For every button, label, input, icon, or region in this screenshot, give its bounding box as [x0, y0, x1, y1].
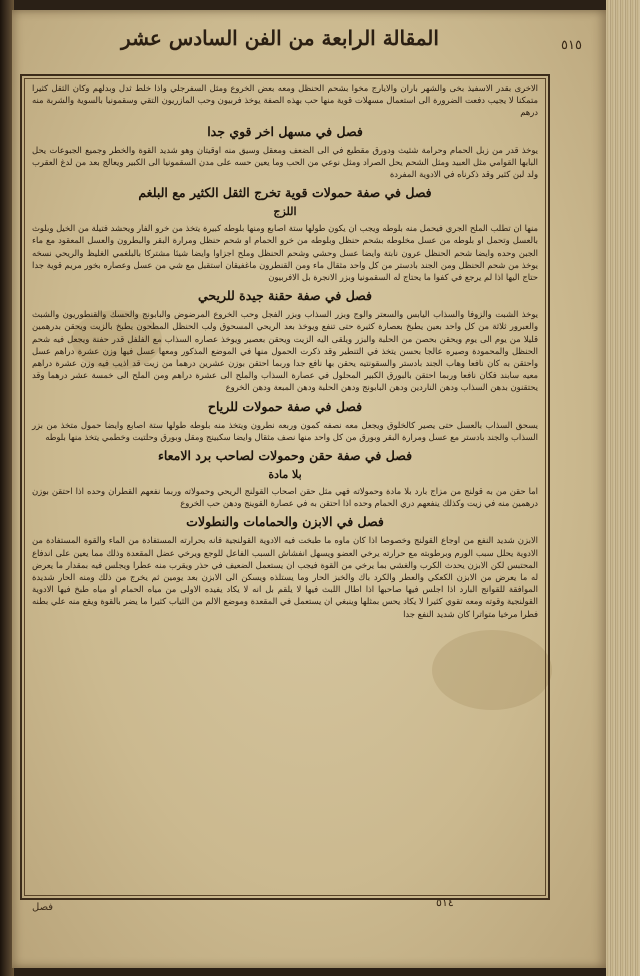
section-subheading: بلا مادة [268, 468, 302, 482]
section-heading: فصل في مسهل اخر قوي جدا [207, 123, 363, 139]
section-subheading: اللزج [273, 205, 297, 219]
text-paragraph: يوخذ قدر من زبل الحمام وحرامة شثيث ودورق مقطيع في الى الضعف ومعقل وسيق منه اوقيتان وهو شديد القوة والخطر وجميع الجبوعات يحل البابها القوامي مثل العبيد ومثل الشحم يحل الصراد ومثل نوعي من الحب وما يعين حسه على مدن السقمونيا الى الكبير ويعالج بعد من لدغ العقرب ولد لبن كثير وقد ذكرناه في الادوية المفردة [32, 144, 538, 180]
text-frame [20, 74, 550, 900]
page-header [30, 26, 530, 70]
text-paragraph: الاخرى بقدر الاسفيذ بخى والشهر باران والايارج مخوا بشحم الحنظل ومعه بعض الخروع ومثل السفرجلي واذا خلط ثدل وبدلهم وكان الثقل كثيرا متمكنا لا يجيب دفعت الضرورة الى استعمال مسهلات قوية منها حب بهذه الصفة يوخذ فربيون وحب المازريون التقي وسقمونيا بالسوية والشربة منه درهم [32, 83, 538, 118]
text-block [32, 82, 538, 892]
text-paragraph: يوخذ الشبت والزوفا والسذاب اليابس والسعتر والوج وبزر السذاب وبزر الفجل وحب الخروع المرضوض والبابونج والحسك والقنطوريون والشبث والعبرور ثلاثة من كل واحد بعين يطبخ بعصارة كثيرة حتى تنفع ويوخذ بعد الريحي المسحوق ولب الحنظل المطحون يطبخ بالزيت ويحقن بدرهمين قليلا من يوم الى يوم ويحقن بحصن من الحلبة والبزر ويلقى اليه الزيت ويحقن بعصير ويوخذ عصاره السذاب مع الفلفل قدر حفنة ويجعل فيه شحم الحنظل والمحمودة وصيره عالجا بحسن يتخذ في التنطير وقد ذكرت الحمول منها في الموضع المذكور ومعها عسل فيها وزن عشرة دراهم عسل واحتقن به كان نافعا وهاب الجند بادستر والسقونتيه يحقن بها نافع جدا وربما احتقن بوزن عشرين درهما من زيت قد اذيب فيه وزن عشرة دراهم معيه سابند فكان نافعا وربما احتقن بالبورق الكبير المحلول في عصارة السذاب والملح الى عشرة دراهم ومن الملح الى خمسة عشر درهما وقد يحتقنون بدهن السذاب ودهن الناردين ودهن البابونج ودهن الحلبة ودهن المبعة ودهن الخروع [32, 309, 538, 393]
text-paragraph: منها ان تطلب الملح الجري فيحمل منه بلوطه ويجب ان يكون طولها ستة اصابع ومنها بلوطه كبيرة يتخذ من خرو الفار ويحشد فتيلة من الخيل وبلوث بالعسل وتحمل او بلوطه من عسل مخلوطه بشحم حنظل وبلوطه من خرو الحمام او شحم حنظل ومرارة البقر والبطرون والعسل المعقود مع ماء الجبن وحده وايضا شحم الحنظل عرون نابتة وايضا عسل وحشي وشحم الحنظل وملح اجزاوا وايضا شيئا مشتركا بالبلغمي الغليظ والريحي نسخه يوخذ من شحم الحنظل ومن الجند بادستر من كل واحد مثقال ماء ومن القنطرون ماغفيقان استقبل مع شي من عسل وعصاره بخور مريم قوية جدا حتاج اليها اذا لم يرجع في كفوا ما يحتاج له السقمونيا وبزر الانجرة بل الافربيون [32, 223, 538, 283]
section-heading: فصل في صفة حقنة جيدة للريحي [197, 288, 373, 304]
section-heading: فصل في الابزن والحمامات والنطولات [186, 514, 384, 530]
section-heading: فصل في صفة حمولات قوية تخرج الثقل الكثير مع البلغم [138, 185, 432, 201]
section-heading: فصل في صفة حقن وحمولات لصاحب برد الامعاء [157, 448, 413, 464]
text-paragraph: يسحق السذاب بالعسل حتى يصير كالخلوق ويجعل معه نصفه كمون وربعه نطرون ويتخذ منه بلوطه طولها ستة اصابع وايضا حمول متخذ من بزر السذاب والجند بادستر مع عسل ومرارة البقر وبورق من كل واحد منها نصف مثقال وايضا سكبينج ومقل وبورق وحلتيت وخطمي يتخذ منها بلوطه [32, 419, 538, 442]
folio-number-top: ٥١٥ [561, 38, 582, 53]
running-title: المقالة الرابعة من الفن السادس عشر [121, 26, 439, 50]
text-paragraph: اما حقن من به قولنج من مزاج بارد بلا مادة وحمولاته فهي مثل حقن اصحاب القولنج الريحي وحمولاته وربما نفعهم القطران وحده اذا احتقن بوزن درهمين منه في زيت وكذلك ينفعهم دري الحمام وحده اذا احتقن به في عصارة القوينج ودهن حب الخروع [32, 486, 538, 509]
text-paragraph: الابزن شديد النفع من اوجاع القولنج وخصوصا اذا كان ماوه ما طبخت فيه الادوية القولنجية فانه بحرارته المستفادة من الماء والقوة المستفادة من الادوية يحلل سبب الورم وبرطوبته مع حرارته يرخي العضو ويسهل انفشاش السبب الفاعل للوجع ويرخي عضل المقعدة وذلك مما يعين على اندفاع المحتبس لكن الابزن يحدث الكرب والغشي بما يرخي من القوة فيجب ان يستعمل الضعيف في حذر ويقرب منه عطرا ويجلس فيه بمقدار ما يعرض له ما يعرض من الابزن الكعكي والعطر والكرد باك والخبز الحار وما يستلذه ويسكن الى الابزن بعد يومين ثم يخرج من ذلك ومنه الحار شديدة الموافقة للقوانج البارد اذا اجلس فيها صاحبها اذا اطال اللبث فيها لا يلقم بل انه لا يكاد يفيده الاولى من مياه الحمام او مياه طبخ فيها الادوية القولنجية وقوته ومعه تقوي كثيرا لا يكاد يحس بمثلها وينبغي ان يستعمل في المقعدة وموضع الالم من الثياب كثيرا ما يضر بالقوة ويقع منه علي بطنه فطرا مرخيا متواترا كان شديد النفع جدا [32, 535, 538, 619]
folio-number-bottom: ٥١٤ [436, 896, 454, 909]
page-edges [606, 0, 640, 976]
section-heading: فصل في صفة حمولات للرياح [207, 398, 363, 414]
catchword: فصل [32, 902, 54, 913]
